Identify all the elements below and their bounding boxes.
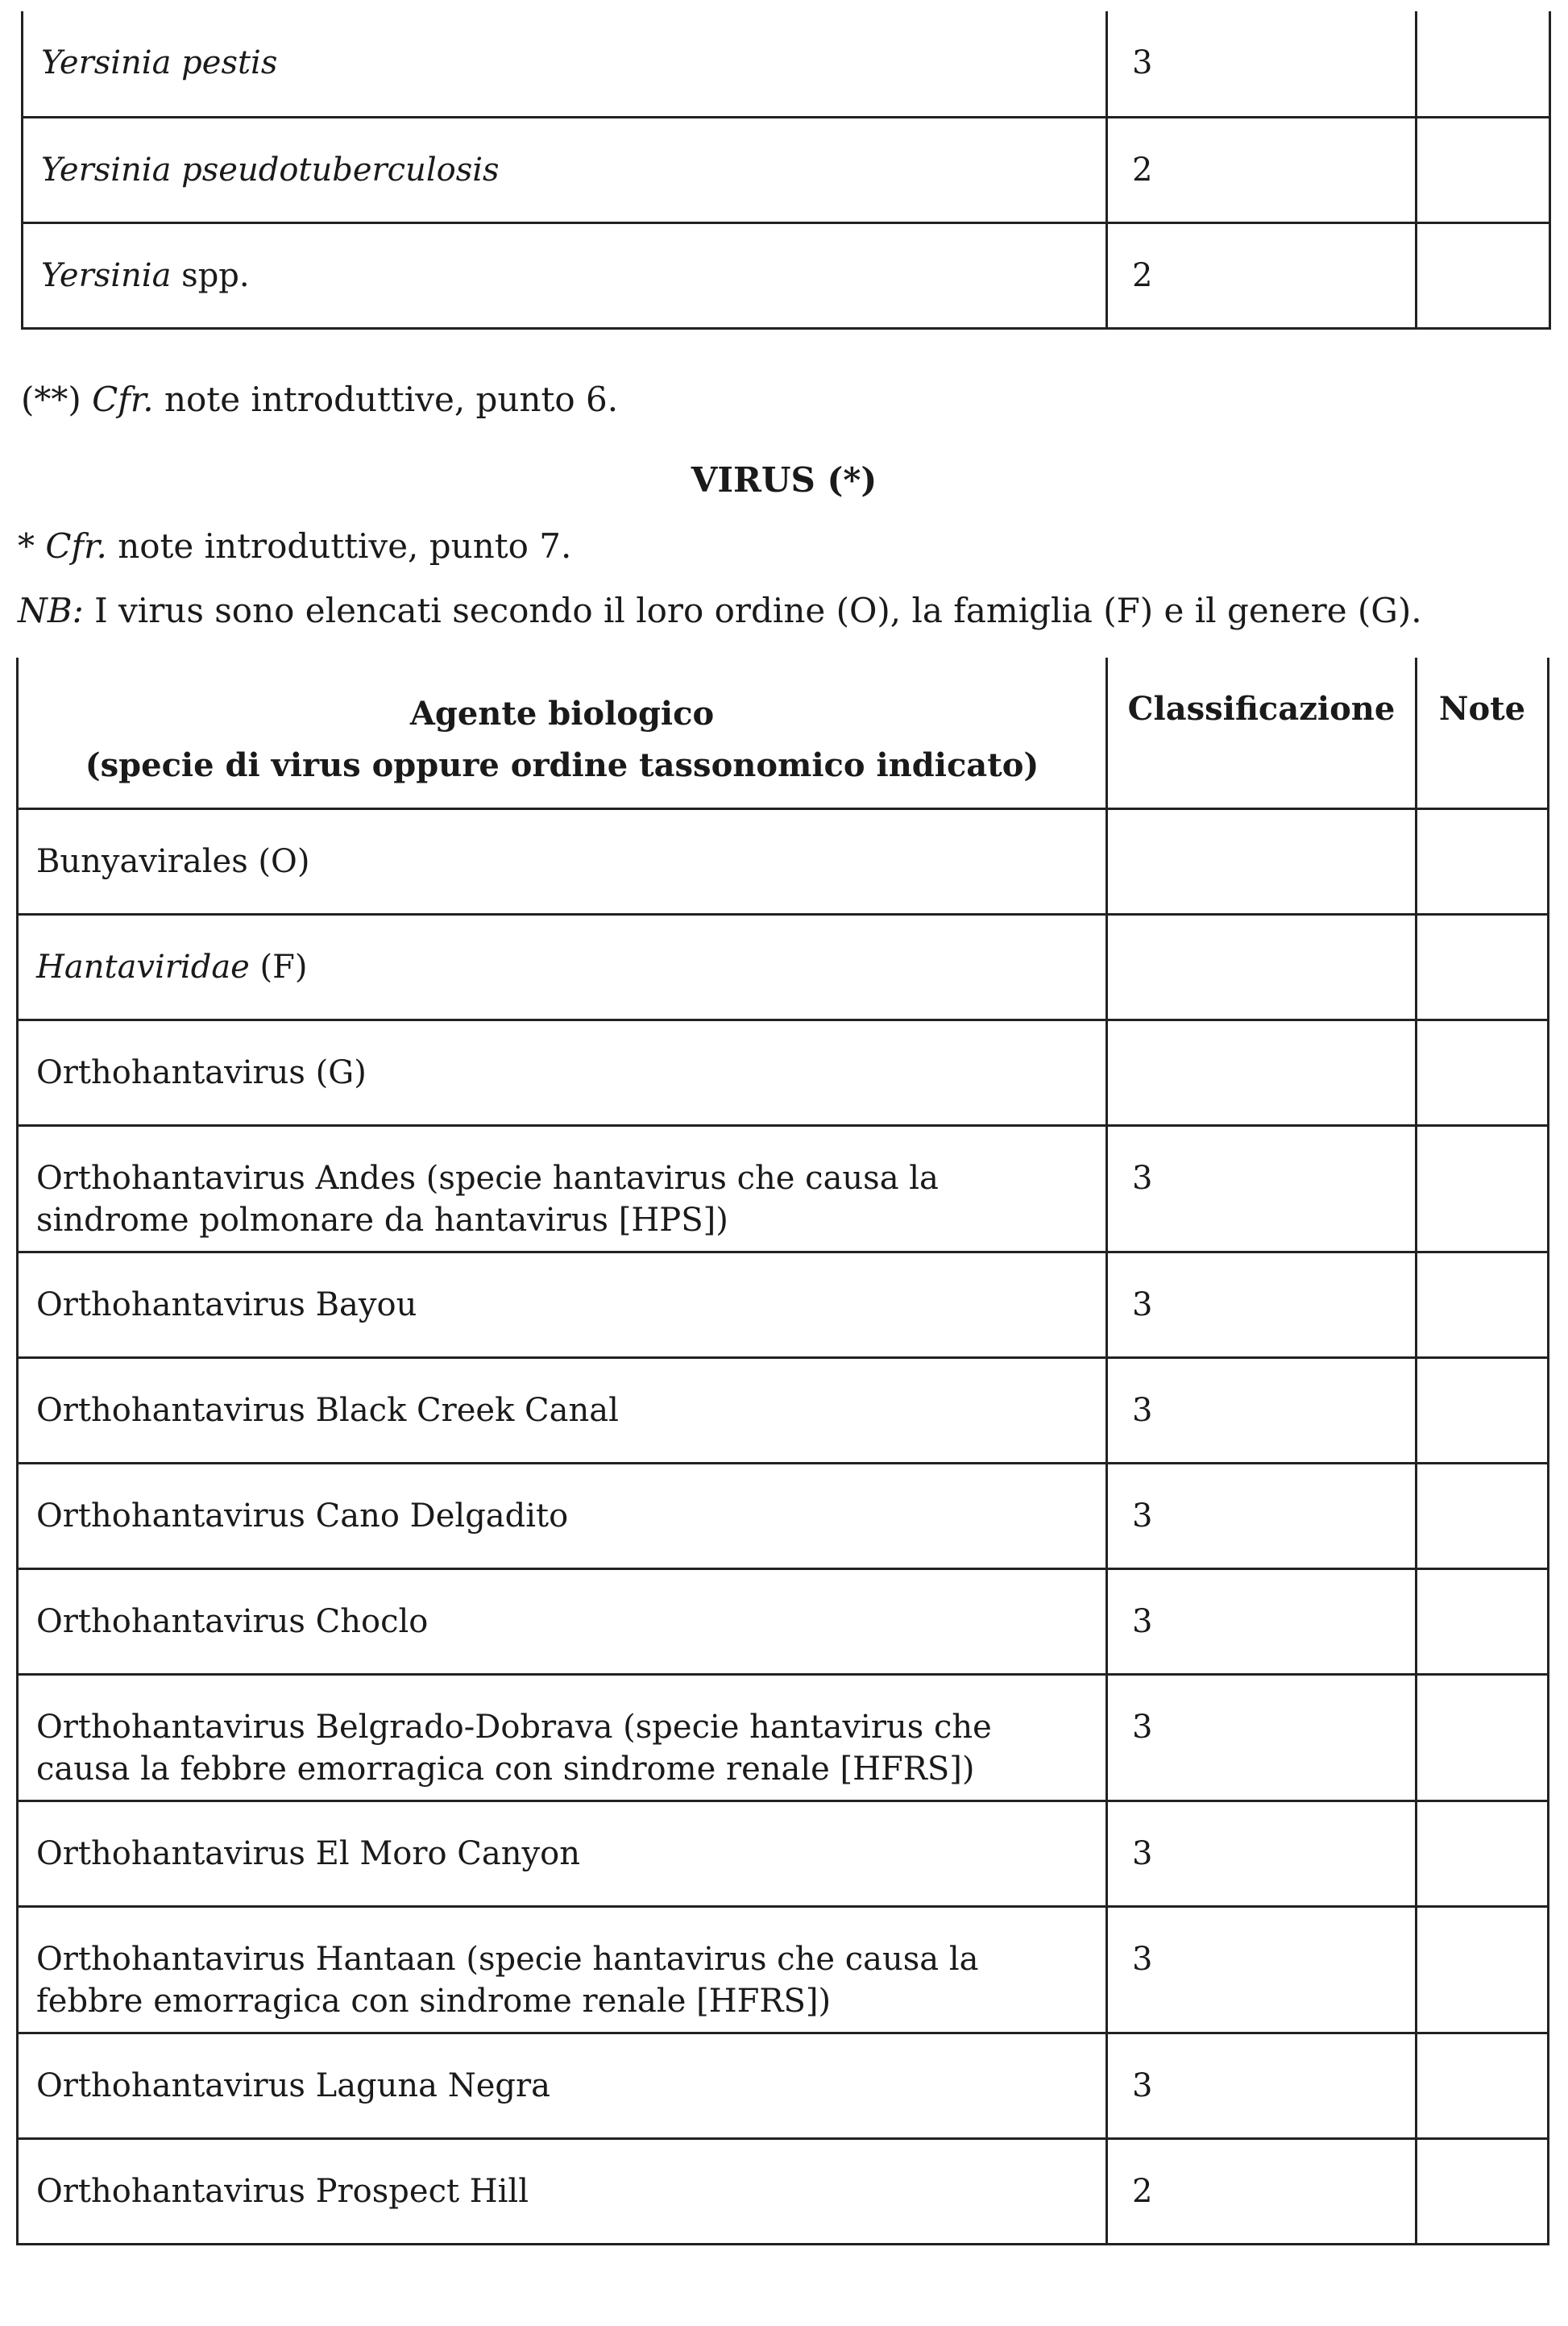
agent-name-cell	[18, 2033, 1107, 2139]
note-cell	[1417, 117, 1550, 222]
virus-note-text: note introduttive, punto 7.	[106, 526, 572, 566]
agent-name-italic: Yersinia	[41, 256, 172, 294]
agent-name-cell	[18, 1020, 1107, 1126]
agent-name-text: Orthohantavirus Belgrado-Dobrava (specie hantavirus che causa la febbre emorragica con sindrome renale [HFRS])	[36, 1709, 992, 1788]
virus-note-reference	[18, 525, 571, 567]
section-title: VIRUS (*)	[691, 460, 877, 500]
agent-name-italic: Yersinia pseudotuberculosis	[41, 151, 500, 189]
footnote-prefix: (**)	[21, 380, 93, 419]
agent-name-cell	[18, 1569, 1107, 1675]
classification-cell: 2	[1107, 222, 1417, 328]
agent-name-cell	[23, 11, 1107, 117]
note-cell	[1417, 1907, 1549, 2033]
nb-label: NB:	[18, 591, 84, 630]
agent-name-text: Orthohantavirus Black Creek Canal	[36, 1392, 619, 1429]
note-cell	[1417, 809, 1549, 915]
agent-name-text: Orthohantavirus Prospect Hill	[36, 2173, 529, 2210]
nb-text: I virus sono elencati secondo il loro ordine (O), la famiglia (F) e il genere (G).	[83, 591, 1422, 630]
header-note: Note	[1417, 658, 1549, 809]
note-cell	[1417, 222, 1550, 328]
table-row	[18, 915, 1549, 1020]
table-row	[18, 809, 1549, 915]
agent-name-text: (F)	[249, 949, 308, 986]
virus-note-prefix: *	[18, 526, 46, 566]
virus-table-body	[18, 809, 1549, 2245]
agent-name-text: Orthohantavirus Choclo	[36, 1603, 429, 1640]
agent-name-text: Orthohantavirus (G)	[36, 1054, 367, 1091]
agent-name-text: Orthohantavirus Hantaan (specie hantavirus che causa la febbre emorragica con sindrome renale [HFRS])	[36, 1941, 979, 2020]
header-agent	[18, 658, 1107, 809]
header-agent-line1: Agente biologico	[409, 695, 715, 733]
table-row	[18, 1801, 1549, 1907]
agent-name-cell	[18, 1126, 1107, 1252]
agent-name-italic: Yersinia pestis	[41, 44, 278, 81]
header-agent-line2: (specie di virus oppure ordine tassonomico indicato)	[85, 746, 1039, 784]
classification-cell: 3	[1107, 1569, 1417, 1675]
header-classification: Classificazione	[1107, 658, 1417, 809]
agent-name-cell	[18, 1801, 1107, 1907]
agent-name-cell	[18, 1358, 1107, 1464]
classification-cell: 3	[1107, 2033, 1417, 2139]
note-cell	[1417, 11, 1550, 117]
agent-name-cell	[18, 2139, 1107, 2245]
classification-cell: 3	[1107, 1907, 1417, 2033]
table-row	[18, 1464, 1549, 1569]
table-row	[18, 1907, 1549, 2033]
footnote-text: note introduttive, punto 6.	[153, 380, 619, 419]
agent-name-cell	[18, 1464, 1107, 1569]
virus-table-header	[18, 658, 1549, 809]
classification-cell: 3	[1107, 11, 1417, 117]
note-cell	[1417, 1358, 1549, 1464]
note-cell	[1417, 1675, 1549, 1801]
note-cell	[1417, 1252, 1549, 1358]
table-row	[18, 1020, 1549, 1126]
table-row	[18, 1252, 1549, 1358]
header-row	[18, 658, 1549, 809]
note-cell	[1417, 1569, 1549, 1675]
virus-table	[16, 658, 1549, 2245]
classification-cell	[1107, 1020, 1417, 1126]
classification-cell: 3	[1107, 1464, 1417, 1569]
table-row	[18, 1126, 1549, 1252]
classification-cell: 3	[1107, 1801, 1417, 1907]
agent-name-cell	[18, 1907, 1107, 2033]
agent-name-cell	[18, 809, 1107, 915]
agent-name-text: Orthohantavirus Laguna Negra	[36, 2067, 550, 2104]
note-cell	[1417, 1126, 1549, 1252]
agent-name-text: Orthohantavirus El Moro Canyon	[36, 1835, 580, 1872]
classification-cell: 2	[1107, 117, 1417, 222]
classification-cell	[1107, 809, 1417, 915]
table-row	[23, 117, 1550, 222]
agent-name-cell	[23, 222, 1107, 328]
agent-name-text: Bunyavirales (O)	[36, 843, 310, 880]
classification-cell	[1107, 915, 1417, 1020]
table-row	[23, 11, 1550, 117]
virus-note-cfr: Cfr.	[45, 526, 107, 566]
footnote-cfr: Cfr.	[92, 380, 154, 419]
note-cell	[1417, 1801, 1549, 1907]
table-row	[18, 1675, 1549, 1801]
classification-cell: 3	[1107, 1675, 1417, 1801]
classification-cell: 3	[1107, 1252, 1417, 1358]
table-row	[18, 1569, 1549, 1675]
bacteria-table-body	[23, 11, 1550, 328]
agent-name-cell	[18, 1675, 1107, 1801]
table-row	[18, 1358, 1549, 1464]
agent-name-cell	[18, 915, 1107, 1020]
note-cell	[1417, 1020, 1549, 1126]
agent-name-text: Orthohantavirus Andes (specie hantavirus che causa la sindrome polmonare da hantavirus [HPS])	[36, 1160, 939, 1239]
agent-name-italic: Hantaviridae	[36, 949, 250, 986]
nb-note	[18, 590, 1422, 632]
note-cell	[1417, 2033, 1549, 2139]
note-cell	[1417, 1464, 1549, 1569]
note-cell	[1417, 2139, 1549, 2245]
classification-cell: 3	[1107, 1126, 1417, 1252]
bacteria-table-continuation	[21, 11, 1551, 330]
agent-name-cell	[23, 117, 1107, 222]
agent-name-text: Orthohantavirus Bayou	[36, 1286, 417, 1323]
footnote-reference	[21, 379, 618, 421]
agent-name-text: spp.	[171, 256, 250, 294]
table-row	[18, 2033, 1549, 2139]
table-row	[18, 2139, 1549, 2245]
agent-name-cell	[18, 1252, 1107, 1358]
table-row	[23, 222, 1550, 328]
agent-name-text: Orthohantavirus Cano Delgadito	[36, 1497, 569, 1535]
note-cell	[1417, 915, 1549, 1020]
classification-cell: 2	[1107, 2139, 1417, 2245]
classification-cell: 3	[1107, 1358, 1417, 1464]
